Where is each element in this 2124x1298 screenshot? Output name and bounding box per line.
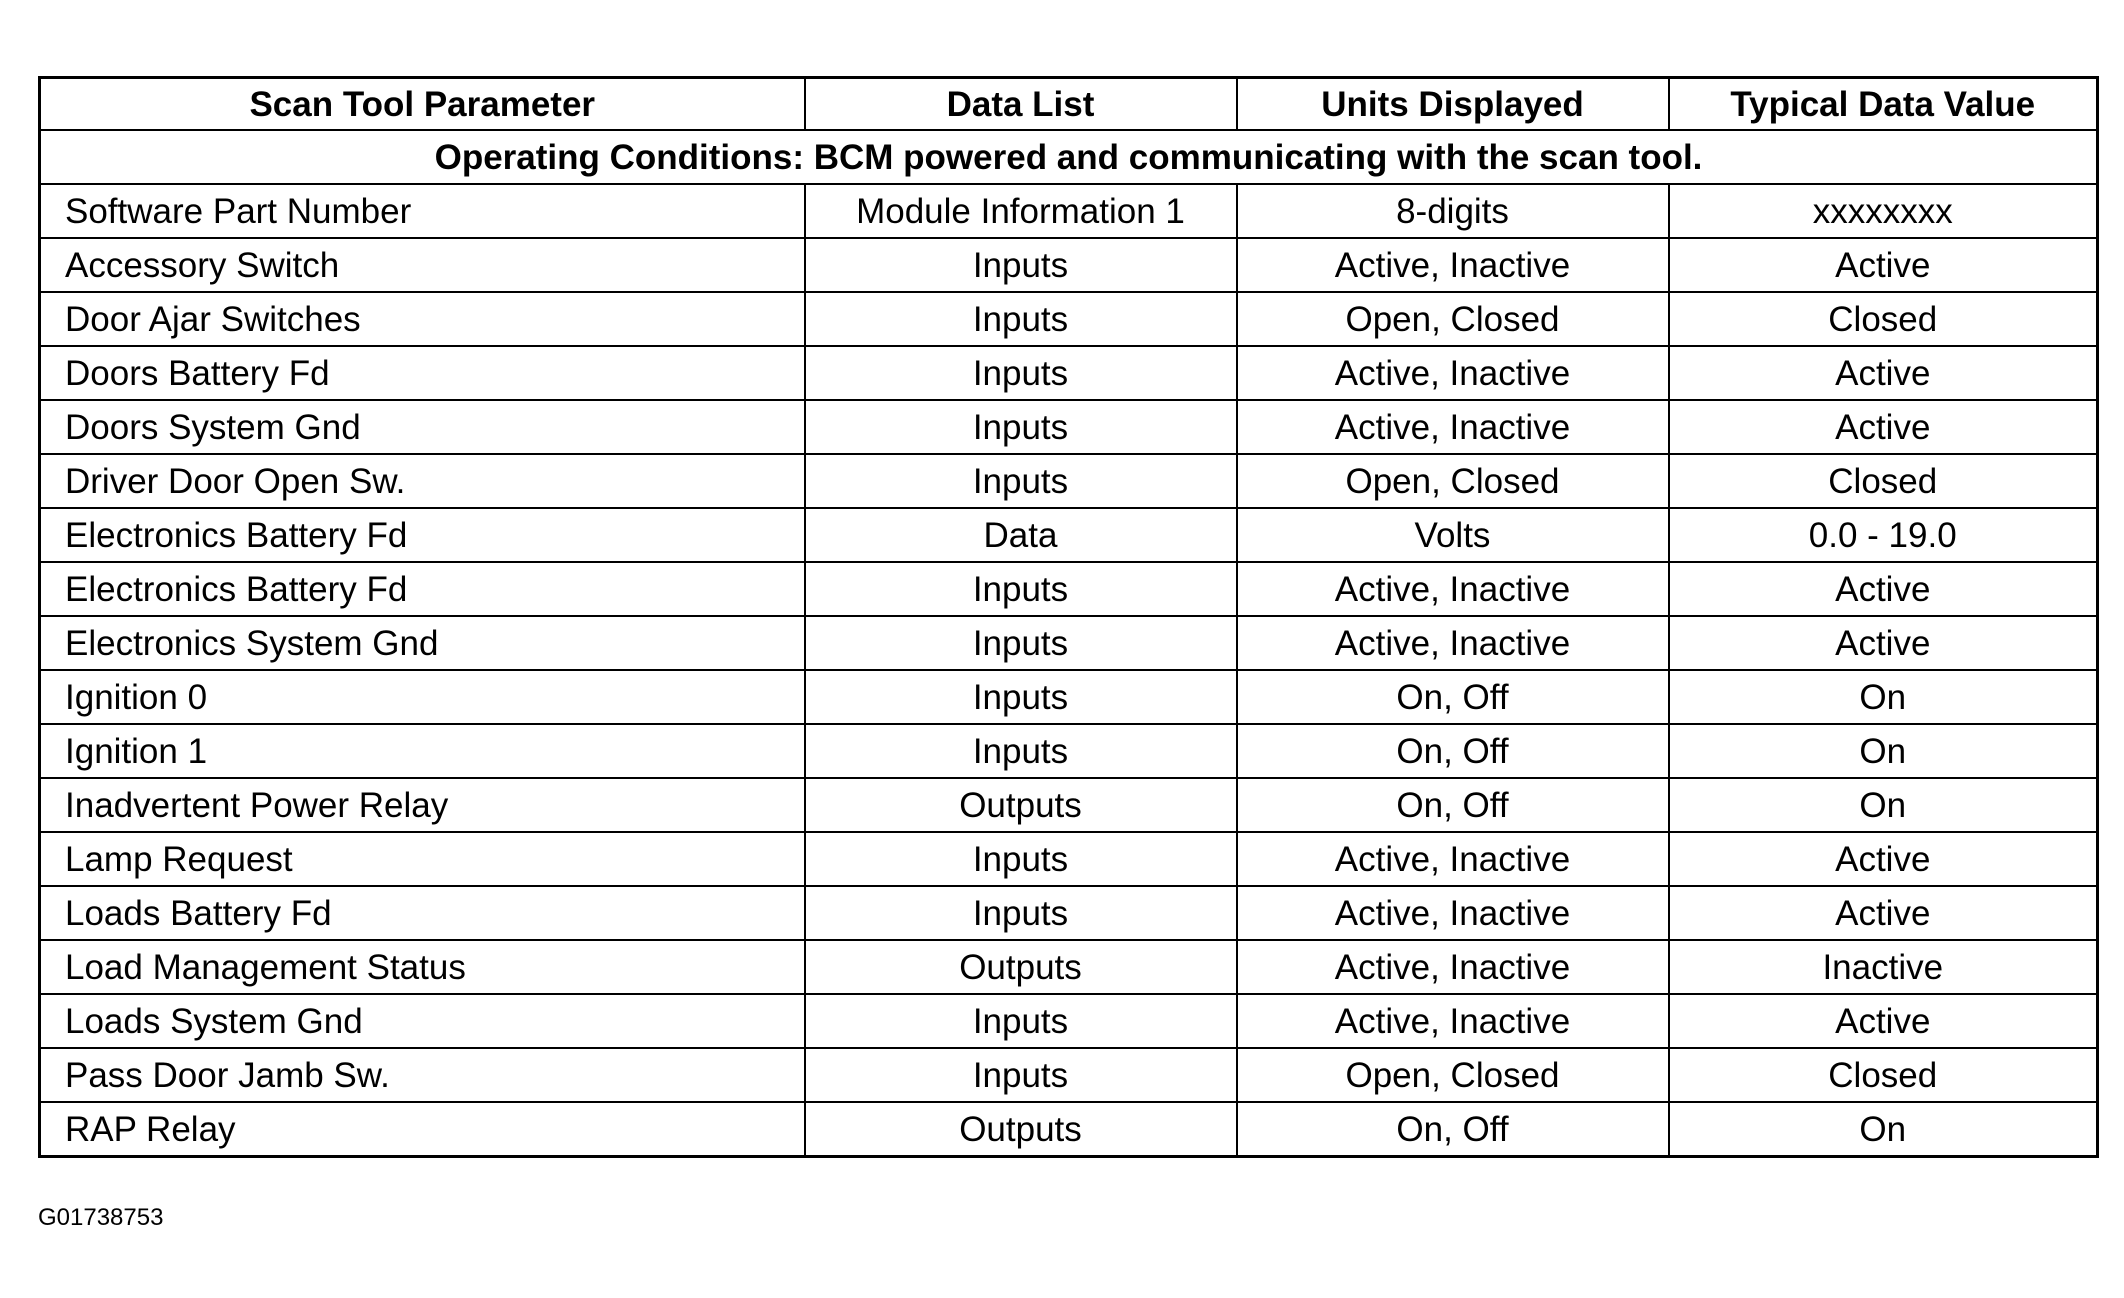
cell-parameter: Load Management Status	[40, 940, 805, 994]
cell-data-list: Inputs	[805, 886, 1237, 940]
cell-data-list: Inputs	[805, 562, 1237, 616]
scan-tool-data-table	[38, 76, 2099, 1158]
cell-units: On, Off	[1237, 778, 1669, 832]
cell-units: 8-digits	[1237, 184, 1669, 238]
cell-data-list: Inputs	[805, 832, 1237, 886]
table-row	[40, 184, 2098, 238]
table-row	[40, 616, 2098, 670]
table-row	[40, 886, 2098, 940]
table-row	[40, 292, 2098, 346]
cell-units: Active, Inactive	[1237, 562, 1669, 616]
table-row	[40, 346, 2098, 400]
cell-data-list: Inputs	[805, 994, 1237, 1048]
cell-units: Open, Closed	[1237, 292, 1669, 346]
cell-typical-value: Active	[1669, 400, 2098, 454]
cell-units: Active, Inactive	[1237, 238, 1669, 292]
cell-parameter: Loads System Gnd	[40, 994, 805, 1048]
table-row	[40, 1102, 2098, 1157]
cell-parameter: Lamp Request	[40, 832, 805, 886]
cell-parameter: RAP Relay	[40, 1102, 805, 1157]
cell-parameter: Doors System Gnd	[40, 400, 805, 454]
cell-units: On, Off	[1237, 724, 1669, 778]
table-row	[40, 454, 2098, 508]
cell-units: Active, Inactive	[1237, 346, 1669, 400]
cell-typical-value: Closed	[1669, 454, 2098, 508]
table-row	[40, 562, 2098, 616]
table-row	[40, 1048, 2098, 1102]
table-row	[40, 724, 2098, 778]
cell-typical-value: Inactive	[1669, 940, 2098, 994]
header-units-displayed: Units Displayed	[1237, 78, 1669, 131]
header-row	[40, 78, 2098, 131]
table-row	[40, 778, 2098, 832]
cell-data-list: Outputs	[805, 778, 1237, 832]
cell-parameter: Electronics Battery Fd	[40, 508, 805, 562]
cell-data-list: Module Information 1	[805, 184, 1237, 238]
header-scan-tool-parameter: Scan Tool Parameter	[40, 78, 805, 131]
cell-data-list: Inputs	[805, 454, 1237, 508]
cell-data-list: Inputs	[805, 616, 1237, 670]
cell-units: Active, Inactive	[1237, 886, 1669, 940]
cell-units: Active, Inactive	[1237, 832, 1669, 886]
cell-data-list: Inputs	[805, 238, 1237, 292]
cell-data-list: Inputs	[805, 346, 1237, 400]
figure-id: G01738753	[38, 1204, 164, 1231]
cell-units: Open, Closed	[1237, 454, 1669, 508]
cell-typical-value: Active	[1669, 562, 2098, 616]
cell-parameter: Ignition 0	[40, 670, 805, 724]
cell-parameter: Doors Battery Fd	[40, 346, 805, 400]
cell-data-list: Data	[805, 508, 1237, 562]
table-row	[40, 508, 2098, 562]
cell-typical-value: Active	[1669, 616, 2098, 670]
header-data-list: Data List	[805, 78, 1237, 131]
cell-data-list: Inputs	[805, 724, 1237, 778]
cell-typical-value: Active	[1669, 238, 2098, 292]
cell-parameter: Inadvertent Power Relay	[40, 778, 805, 832]
cell-typical-value: Active	[1669, 832, 2098, 886]
table-row	[40, 994, 2098, 1048]
cell-parameter: Loads Battery Fd	[40, 886, 805, 940]
operating-conditions-row	[40, 130, 2098, 184]
header-typical-data-value: Typical Data Value	[1669, 78, 2098, 131]
table-row	[40, 940, 2098, 994]
cell-data-list: Inputs	[805, 400, 1237, 454]
cell-units: Open, Closed	[1237, 1048, 1669, 1102]
cell-units: Active, Inactive	[1237, 994, 1669, 1048]
cell-typical-value: On	[1669, 670, 2098, 724]
cell-units: On, Off	[1237, 1102, 1669, 1157]
cell-typical-value: On	[1669, 724, 2098, 778]
cell-typical-value: Closed	[1669, 1048, 2098, 1102]
cell-units: Volts	[1237, 508, 1669, 562]
cell-parameter: Electronics Battery Fd	[40, 562, 805, 616]
cell-parameter: Ignition 1	[40, 724, 805, 778]
cell-data-list: Outputs	[805, 940, 1237, 994]
cell-data-list: Inputs	[805, 292, 1237, 346]
cell-typical-value: Active	[1669, 994, 2098, 1048]
cell-data-list: Inputs	[805, 1048, 1237, 1102]
table-row	[40, 832, 2098, 886]
cell-typical-value: Active	[1669, 886, 2098, 940]
cell-parameter: Accessory Switch	[40, 238, 805, 292]
cell-data-list: Outputs	[805, 1102, 1237, 1157]
cell-units: On, Off	[1237, 670, 1669, 724]
cell-parameter: Pass Door Jamb Sw.	[40, 1048, 805, 1102]
cell-data-list: Inputs	[805, 670, 1237, 724]
cell-typical-value: Active	[1669, 346, 2098, 400]
cell-units: Active, Inactive	[1237, 400, 1669, 454]
cell-typical-value: xxxxxxxx	[1669, 184, 2098, 238]
cell-parameter: Driver Door Open Sw.	[40, 454, 805, 508]
cell-typical-value: On	[1669, 1102, 2098, 1157]
cell-parameter: Software Part Number	[40, 184, 805, 238]
table-row	[40, 238, 2098, 292]
cell-units: Active, Inactive	[1237, 940, 1669, 994]
operating-conditions-text: Operating Conditions: BCM powered and communicating with the scan tool.	[40, 130, 2098, 184]
cell-typical-value: On	[1669, 778, 2098, 832]
table-row	[40, 400, 2098, 454]
cell-parameter: Electronics System Gnd	[40, 616, 805, 670]
cell-units: Active, Inactive	[1237, 616, 1669, 670]
cell-parameter: Door Ajar Switches	[40, 292, 805, 346]
cell-typical-value: Closed	[1669, 292, 2098, 346]
cell-typical-value: 0.0 - 19.0	[1669, 508, 2098, 562]
table-row	[40, 670, 2098, 724]
